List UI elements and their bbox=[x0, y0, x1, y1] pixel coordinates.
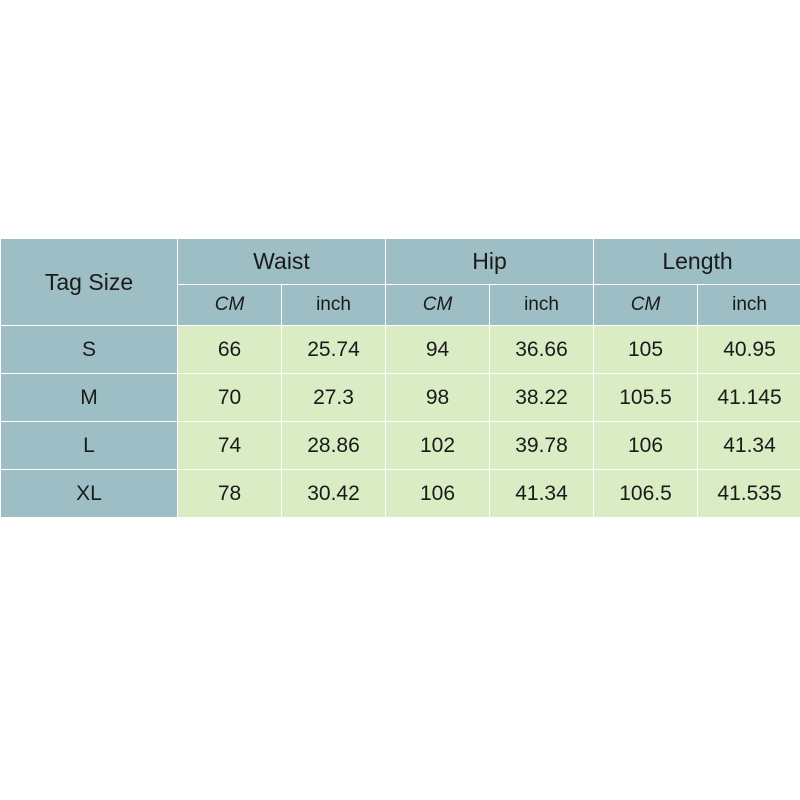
header-tag-size: Tag Size bbox=[1, 239, 178, 326]
header-waist-cm: CM bbox=[178, 285, 282, 326]
cell-length-cm: 106 bbox=[594, 422, 698, 470]
cell-size: M bbox=[1, 374, 178, 422]
table-body bbox=[1, 326, 800, 518]
cell-hip-inch: 39.78 bbox=[490, 422, 594, 470]
cell-hip-inch: 41.34 bbox=[490, 470, 594, 518]
cell-waist-inch: 25.74 bbox=[282, 326, 386, 374]
table-row bbox=[1, 374, 800, 422]
table-header bbox=[1, 239, 800, 326]
table-row bbox=[1, 422, 800, 470]
size-chart-table bbox=[0, 238, 800, 518]
header-group-hip: Hip bbox=[386, 239, 594, 285]
cell-waist-inch: 27.3 bbox=[282, 374, 386, 422]
cell-waist-inch: 28.86 bbox=[282, 422, 386, 470]
header-length-inch: inch bbox=[698, 285, 800, 326]
cell-size: L bbox=[1, 422, 178, 470]
cell-length-inch: 41.34 bbox=[698, 422, 800, 470]
cell-hip-cm: 106 bbox=[386, 470, 490, 518]
cell-waist-inch: 30.42 bbox=[282, 470, 386, 518]
cell-waist-cm: 70 bbox=[178, 374, 282, 422]
header-hip-cm: CM bbox=[386, 285, 490, 326]
header-hip-inch: inch bbox=[490, 285, 594, 326]
table-row bbox=[1, 326, 800, 374]
table-row bbox=[1, 470, 800, 518]
cell-hip-inch: 36.66 bbox=[490, 326, 594, 374]
cell-waist-cm: 78 bbox=[178, 470, 282, 518]
cell-hip-cm: 102 bbox=[386, 422, 490, 470]
cell-length-inch: 41.145 bbox=[698, 374, 800, 422]
header-group-length: Length bbox=[594, 239, 800, 285]
cell-waist-cm: 74 bbox=[178, 422, 282, 470]
cell-hip-cm: 94 bbox=[386, 326, 490, 374]
cell-length-cm: 106.5 bbox=[594, 470, 698, 518]
cell-length-inch: 41.535 bbox=[698, 470, 800, 518]
cell-size: XL bbox=[1, 470, 178, 518]
cell-waist-cm: 66 bbox=[178, 326, 282, 374]
header-row-groups bbox=[1, 239, 800, 285]
cell-hip-inch: 38.22 bbox=[490, 374, 594, 422]
header-group-waist: Waist bbox=[178, 239, 386, 285]
cell-length-cm: 105.5 bbox=[594, 374, 698, 422]
header-waist-inch: inch bbox=[282, 285, 386, 326]
size-chart-container bbox=[0, 238, 800, 518]
cell-hip-cm: 98 bbox=[386, 374, 490, 422]
cell-size: S bbox=[1, 326, 178, 374]
cell-length-cm: 105 bbox=[594, 326, 698, 374]
cell-length-inch: 40.95 bbox=[698, 326, 800, 374]
header-length-cm: CM bbox=[594, 285, 698, 326]
